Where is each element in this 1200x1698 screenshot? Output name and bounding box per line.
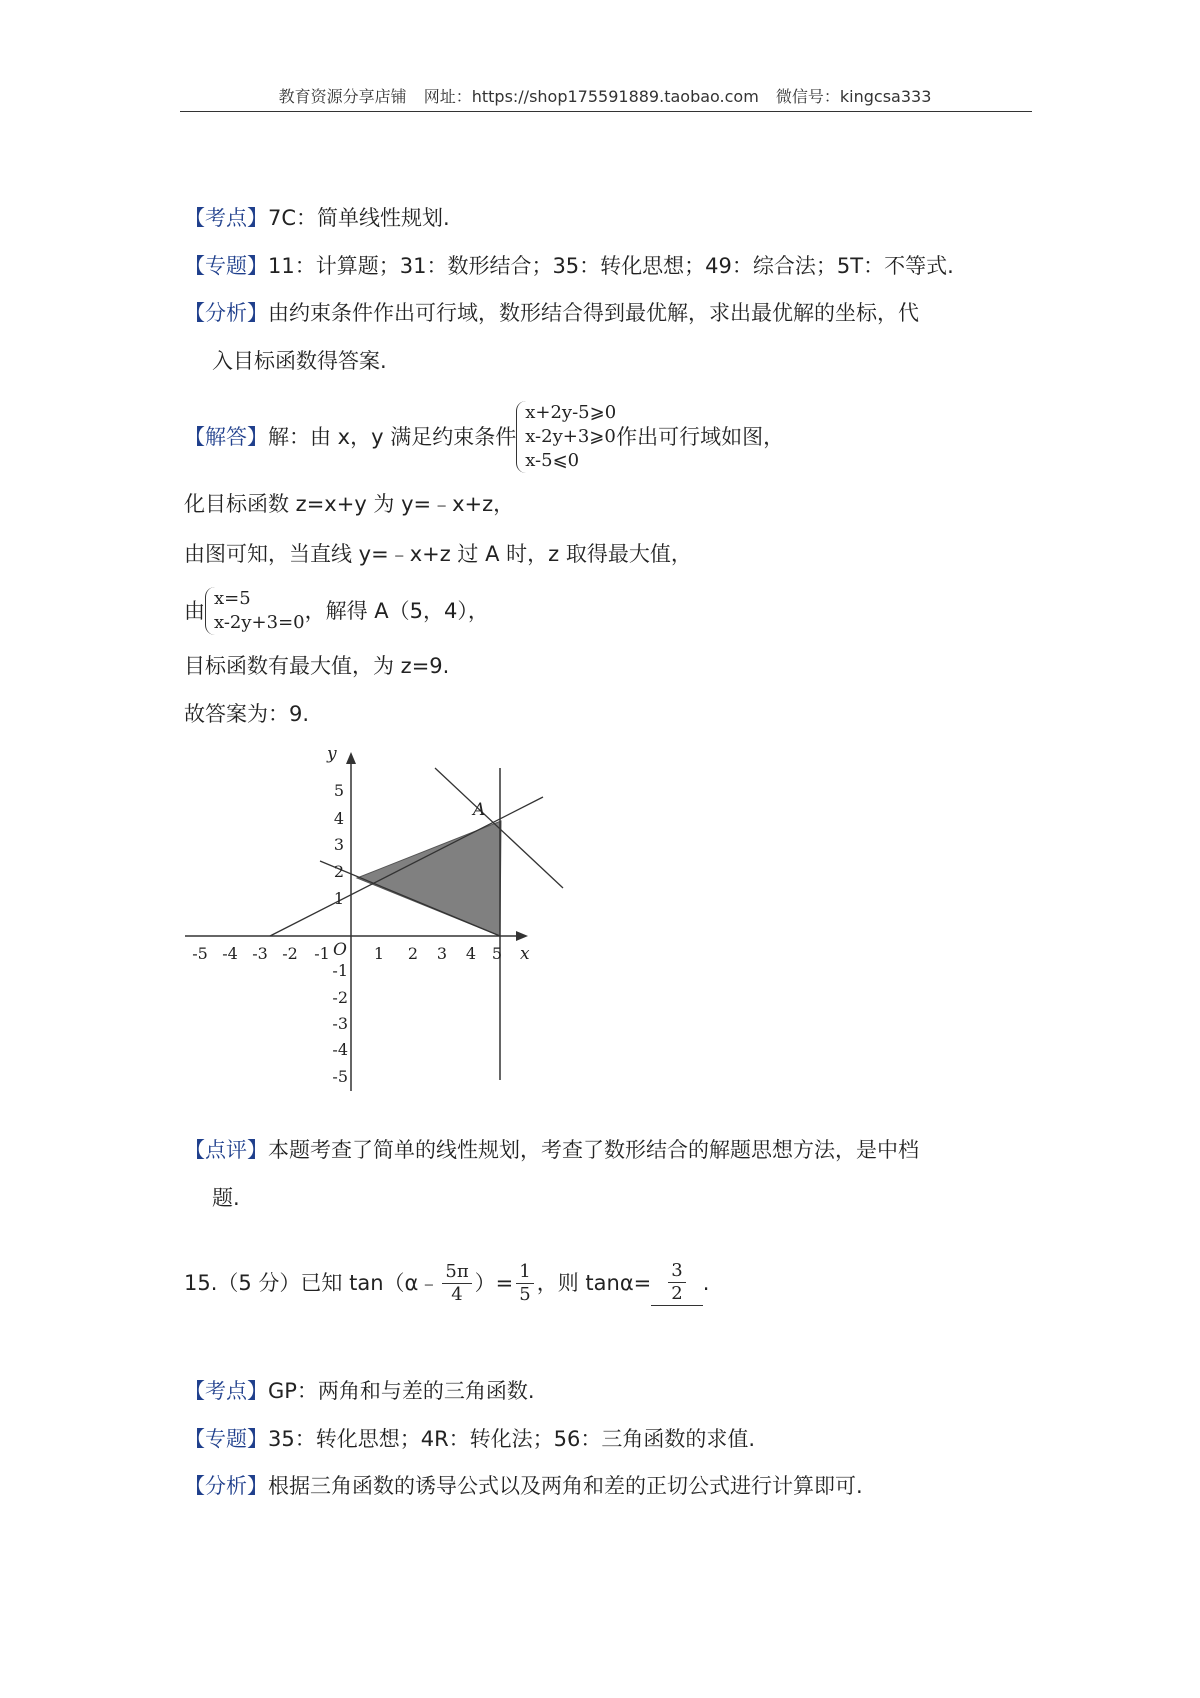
q14-fenxi [184,298,919,328]
zhuanti-tag: 【专题】 [184,254,268,278]
y-tick: -5 [332,1067,348,1086]
step-1: 化目标函数 z=x+y 为 y=﹣x+z， [184,492,515,516]
zhuanti-text: 35：转化思想；4R：转化法；56：三角函数的求值. [268,1427,756,1451]
step-2: 由图可知，当直线 y=﹣x+z 过 A 时，z 取得最大值， [184,542,692,566]
x-axis-label: x [520,944,530,964]
kaodian-tag: 【考点】 [184,206,268,230]
x-tick: 2 [407,944,419,963]
x-tick: 3 [436,944,448,963]
q15-ask: ，则 tanα= [536,1271,652,1295]
line-x-2y-3 [270,797,543,936]
q15-question [184,1250,709,1316]
y-tick: 2 [333,862,344,881]
answer-blank [651,1260,702,1306]
x-tick: -3 [252,944,268,963]
ans-den: 2 [671,1283,683,1304]
q15-fenxi [184,1471,863,1501]
kaodian-text: 7C：简单线性规划. [268,206,450,230]
q14-kaodian [184,203,450,233]
header-shop: 教育资源分享店铺 [278,87,407,106]
step-4: 目标函数有最大值，为 z=9. [184,654,450,678]
q14-jieda [184,392,784,482]
feasible-region [357,821,501,936]
step-5: 故答案为：9. [184,702,310,726]
step-3-post: ，解得 A（5，4）， [304,599,489,623]
dianping-text: 本题考查了简单的线性规划，考查了数形结合的解题思想方法，是中档 [268,1138,919,1162]
x-tick: -1 [314,944,330,963]
feasible-region-graph [180,745,580,1100]
jieda-tag: 【解答】 [184,425,268,449]
y-tick: 5 [333,781,344,800]
x-tick: 5 [491,944,503,963]
x-axis-arrow [516,931,528,941]
q15-zhuanti [184,1424,755,1454]
equation-2: x-2y+3=0 [214,612,305,633]
q14-dianping-cont: 题. [212,1186,240,1210]
y-tick: -4 [332,1040,348,1059]
fenxi-text: 由约束条件作出可行域，数形结合得到最优解，求出最优解的坐标，代 [268,301,919,325]
constraint-2: x-2y+3⩾0 [525,426,616,447]
y-axis-arrow [346,752,356,764]
y-tick: -3 [332,1014,348,1033]
equation-1: x=5 [214,588,251,609]
header-rule [180,111,1032,112]
q14-zhuanti [184,251,954,281]
page-header [180,84,1030,107]
x-tick: 1 [373,944,385,963]
step-3 [184,580,489,642]
q15-kaodian [184,1376,535,1406]
x-tick: -4 [222,944,238,963]
dianping-tag: 【点评】 [184,1138,268,1162]
q14-fenxi-cont: 入目标函数得答案. [212,349,387,373]
jieda-pre: 解：由 x，y 满足约束条件 [268,425,517,449]
zhuanti-text: 11：计算题；31：数形结合；35：转化思想；49：综合法；5T：不等式. [268,254,954,278]
y-tick: -2 [332,988,348,1007]
fraction-1-5 [516,1261,533,1306]
frac1-den: 4 [451,1283,463,1305]
jieda-post: 作出可行域如图， [616,425,785,449]
q15-mid: ）= [474,1271,514,1295]
frac2-den: 5 [519,1283,531,1305]
y-tick: 4 [333,809,344,828]
x-tick: 4 [465,944,477,963]
x-tick: -2 [282,944,298,963]
answer-fraction [668,1260,685,1305]
ans-num: 3 [668,1260,685,1283]
constraint-1: x+2y-5⩾0 [525,402,617,423]
q14-dianping [184,1135,919,1165]
y-tick: 1 [333,889,344,908]
frac1-num: 5π [442,1261,471,1284]
y-tick: 3 [333,835,344,854]
y-tick: -1 [332,961,348,980]
q15-end: . [702,1271,710,1295]
fraction-5pi-4 [442,1261,471,1306]
fenxi-tag: 【分析】 [184,1474,268,1498]
fenxi-tag: 【分析】 [184,301,268,325]
kaodian-text: GP：两角和与差的三角函数. [268,1379,535,1403]
kaodian-tag: 【考点】 [184,1379,268,1403]
point-a-label: A [473,800,486,820]
origin-label: O [333,940,347,960]
header-wechat: 微信号：kingcsa333 [775,87,932,106]
y-axis-label: y [327,745,337,764]
q15-lead: 15.（5 分）已知 tan（α﹣ [184,1271,440,1295]
step-3-pre: 由 [184,599,205,623]
header-url[interactable]: 网址：https://shop175591889.taobao.com [423,87,759,106]
x-tick: -5 [192,944,208,963]
constraint-system [516,401,616,473]
equation-system [205,587,305,635]
constraint-3: x-5⩽0 [525,450,580,471]
frac2-num: 1 [516,1261,533,1284]
fenxi-text: 根据三角函数的诱导公式以及两角和差的正切公式进行计算即可. [268,1474,863,1498]
zhuanti-tag: 【专题】 [184,1427,268,1451]
